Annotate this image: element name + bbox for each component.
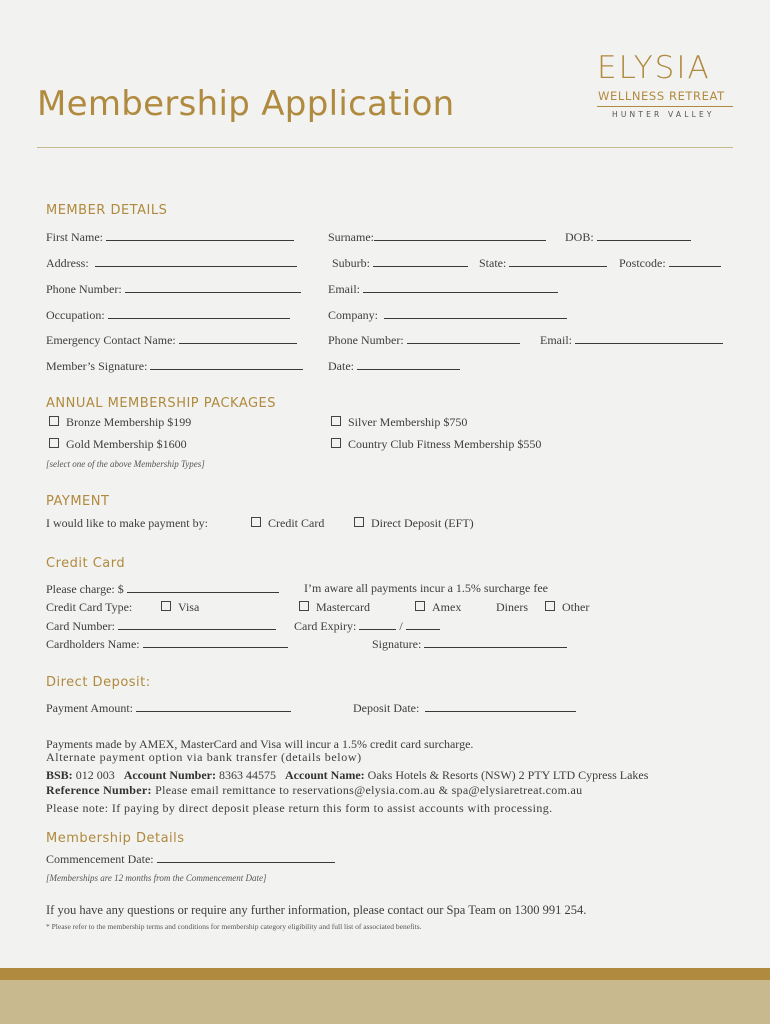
- postcode-field[interactable]: Postcode:: [619, 255, 721, 271]
- suburb-field[interactable]: Suburb:: [332, 255, 468, 271]
- footer-bar-gold: [0, 968, 770, 980]
- commencement-date-field[interactable]: Commencement Date:: [46, 851, 335, 867]
- other-option[interactable]: Other: [545, 600, 589, 615]
- card-expiry-field[interactable]: Card Expiry: /: [294, 618, 440, 634]
- emergency-email-line[interactable]: [575, 332, 723, 344]
- mastercard-checkbox[interactable]: [299, 601, 309, 611]
- packages-note: [select one of the above Membership Types]: [46, 459, 205, 469]
- footer-bar-sand: [0, 980, 770, 1024]
- page-title: Membership Application: [37, 84, 455, 124]
- member-signature-field[interactable]: Member’s Signature:: [46, 358, 303, 374]
- card-expiry-year-line[interactable]: [406, 618, 440, 630]
- silver-checkbox[interactable]: [331, 416, 341, 426]
- contact-info: If you have any questions or require any further information, please contact our Spa Team on 1300 991 254.: [46, 903, 587, 917]
- payment-amount-line[interactable]: [136, 700, 291, 712]
- bank-details: BSB: 012 003 Account Number: 8363 44575 Account Name: Oaks Hotels & Resorts (NSW) 2 PTY LTD Cypress Lakes: [46, 768, 649, 782]
- bronze-checkbox[interactable]: [49, 416, 59, 426]
- surcharge-info: Payments made by AMEX, MasterCard and Visa will incur a 1.5% credit card surcharge.: [46, 737, 474, 751]
- suburb-line[interactable]: [373, 255, 468, 267]
- charge-amount-field[interactable]: Please charge: $: [46, 581, 279, 597]
- company-field[interactable]: Company:: [328, 307, 567, 323]
- surname-field[interactable]: Surname:: [328, 229, 546, 245]
- company-line[interactable]: [384, 307, 567, 319]
- emergency-phone-line[interactable]: [407, 332, 520, 344]
- first-name-line[interactable]: [106, 229, 294, 241]
- packages-heading: ANNUAL MEMBERSHIP PACKAGES: [46, 396, 277, 411]
- phone-field[interactable]: Phone Number:: [46, 281, 301, 297]
- header-divider: [37, 147, 733, 148]
- gold-checkbox[interactable]: [49, 438, 59, 448]
- charge-amount-line[interactable]: [127, 581, 279, 593]
- deposit-date-line[interactable]: [425, 700, 576, 712]
- payment-heading: PAYMENT: [46, 494, 110, 509]
- cardholder-name-field[interactable]: Cardholders Name:: [46, 636, 288, 652]
- logo-subtitle: WELLNESS RETREAT: [598, 89, 725, 103]
- phone-line[interactable]: [125, 281, 301, 293]
- postcode-line[interactable]: [669, 255, 721, 267]
- card-number-line[interactable]: [118, 618, 276, 630]
- amex-checkbox[interactable]: [415, 601, 425, 611]
- visa-option[interactable]: Visa: [161, 600, 199, 615]
- deposit-date-field[interactable]: Deposit Date:: [353, 700, 576, 716]
- address-field[interactable]: Address:: [46, 255, 297, 271]
- emergency-phone-field[interactable]: Phone Number:: [328, 332, 520, 348]
- dob-field[interactable]: DOB:: [565, 229, 691, 245]
- membership-duration-note: [Memberships are 12 months from the Commencement Date]: [46, 873, 267, 883]
- member-signature-line[interactable]: [150, 358, 303, 370]
- emergency-email-field[interactable]: Email:: [540, 332, 723, 348]
- logo-location: HUNTER VALLEY: [612, 110, 715, 119]
- payment-prompt: I would like to make payment by:: [46, 516, 208, 530]
- visa-checkbox[interactable]: [161, 601, 171, 611]
- bronze-option[interactable]: Bronze Membership $199: [49, 415, 191, 430]
- terms-note: * Please refer to the membership terms and conditions for membership category eligibility and full list of associated benefits.: [46, 922, 422, 931]
- direct-deposit-heading: Direct Deposit:: [46, 675, 151, 690]
- email-field[interactable]: Email:: [328, 281, 558, 297]
- logo-elysia: ELYSIA: [597, 50, 711, 86]
- logo-divider: [597, 106, 733, 107]
- membership-details-heading: Membership Details: [46, 831, 185, 846]
- cardholder-name-line[interactable]: [143, 636, 288, 648]
- pay-credit-card-checkbox[interactable]: [251, 517, 261, 527]
- pay-direct-deposit-option[interactable]: Direct Deposit (EFT): [354, 516, 474, 531]
- gold-option[interactable]: Gold Membership $1600: [49, 437, 187, 452]
- surname-line[interactable]: [374, 229, 546, 241]
- member-date-line[interactable]: [357, 358, 460, 370]
- amex-option[interactable]: Amex: [415, 600, 461, 615]
- reference-info: Reference Number: Please email remittance to reservations@elysia.com.au & spa@elysiaretreat.com.au: [46, 783, 583, 797]
- card-signature-line[interactable]: [424, 636, 567, 648]
- silver-option[interactable]: Silver Membership $750: [331, 415, 467, 430]
- address-line[interactable]: [95, 255, 297, 267]
- email-line[interactable]: [363, 281, 558, 293]
- card-expiry-month-line[interactable]: [359, 618, 396, 630]
- emergency-contact-field[interactable]: Emergency Contact Name:: [46, 332, 297, 348]
- commencement-date-line[interactable]: [157, 851, 335, 863]
- state-line[interactable]: [509, 255, 607, 267]
- member-date-field[interactable]: Date:: [328, 358, 460, 374]
- card-number-field[interactable]: Card Number:: [46, 618, 276, 634]
- other-checkbox[interactable]: [545, 601, 555, 611]
- payment-amount-field[interactable]: Payment Amount:: [46, 700, 291, 716]
- deposit-note: Please note: If paying by direct deposit please return this form to assist accounts with processing.: [46, 801, 553, 815]
- card-type-label: Credit Card Type:: [46, 600, 133, 614]
- country-club-option[interactable]: Country Club Fitness Membership $550: [331, 437, 541, 452]
- state-field[interactable]: State:: [479, 255, 607, 271]
- first-name-field[interactable]: First Name:: [46, 229, 294, 245]
- pay-credit-card-option[interactable]: Credit Card: [251, 516, 324, 531]
- diners-label: Diners: [496, 600, 528, 614]
- bank-transfer-info: Alternate payment option via bank transfer (details below): [46, 750, 362, 764]
- mastercard-option[interactable]: Mastercard: [299, 600, 370, 615]
- occupation-line[interactable]: [108, 307, 290, 319]
- member-details-heading: MEMBER DETAILS: [46, 203, 168, 218]
- credit-card-heading: Credit Card: [46, 556, 126, 571]
- country-club-checkbox[interactable]: [331, 438, 341, 448]
- surcharge-note: I’m aware all payments incur a 1.5% surcharge fee: [304, 581, 549, 595]
- pay-direct-deposit-checkbox[interactable]: [354, 517, 364, 527]
- dob-line[interactable]: [597, 229, 691, 241]
- card-signature-field[interactable]: Signature:: [372, 636, 567, 652]
- emergency-contact-line[interactable]: [179, 332, 297, 344]
- occupation-field[interactable]: Occupation:: [46, 307, 290, 323]
